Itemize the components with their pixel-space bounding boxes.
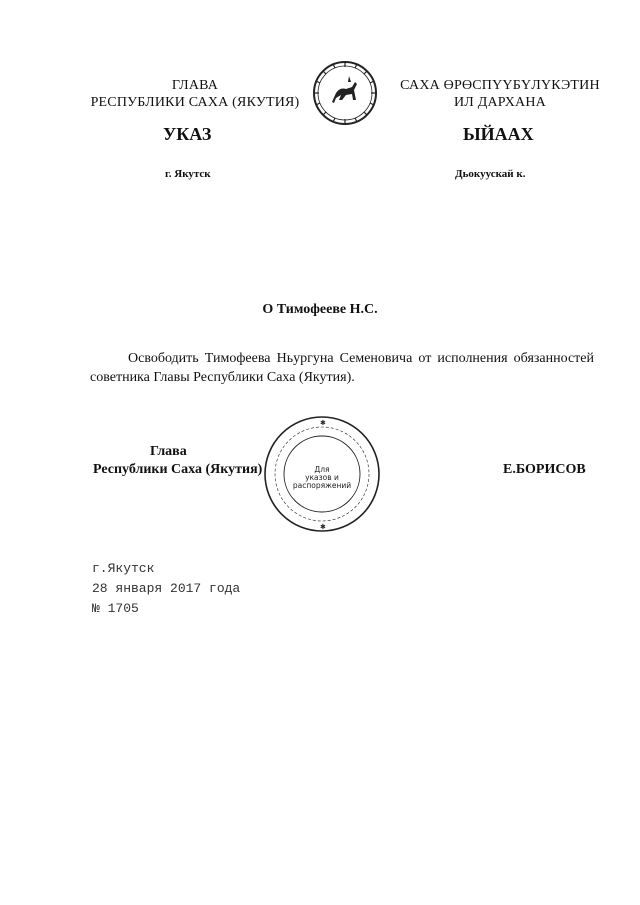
coat-of-arms-icon (312, 60, 378, 126)
issuer-ru-line1: ГЛАВА (171, 78, 219, 93)
issuer-sakha-line2: ИЛ ДАРХАНА (453, 95, 546, 110)
footer-city: г.Якутск (92, 561, 155, 576)
doc-type-ru: УКАЗ (163, 124, 212, 144)
signer-name: Е.БОРИСОВ (503, 462, 586, 477)
doc-type-sakha: ЫЙААХ (463, 124, 534, 144)
issuer-sakha-line1: САХА ӨРӨСПҮҮБҮЛҮКЭТИН (400, 78, 600, 93)
signer-title-line1: Глава (150, 444, 187, 459)
svg-text:Для: Для (314, 465, 330, 474)
document-subject: О Тимофееве Н.С. (262, 302, 378, 317)
footer-date: 28 января 2017 года (92, 581, 241, 596)
official-seal-icon (262, 414, 382, 534)
svg-text:✱: ✱ (320, 523, 326, 531)
svg-text:распоряжений: распоряжений (292, 481, 352, 490)
city-sakha: Дьокуускай к. (455, 168, 526, 180)
footer-number: № 1705 (92, 601, 139, 616)
document-body: Освободить Тимофеева Ньургуна Семеновича от исполнения обязанностей советника Главы Республики Саха (Якутия). (90, 351, 594, 385)
svg-text:✱: ✱ (320, 419, 326, 427)
issuer-sakha (400, 77, 600, 111)
signer-title-line2: Республики Саха (Якутия) (93, 462, 263, 477)
city-ru: г. Якутск (165, 168, 211, 180)
svg-text:указов и: указов и (305, 473, 339, 482)
issuer-ru-line2: РЕСПУБЛИКИ САХА (ЯКУТИЯ) (90, 95, 300, 110)
issuer-ru (90, 77, 300, 111)
